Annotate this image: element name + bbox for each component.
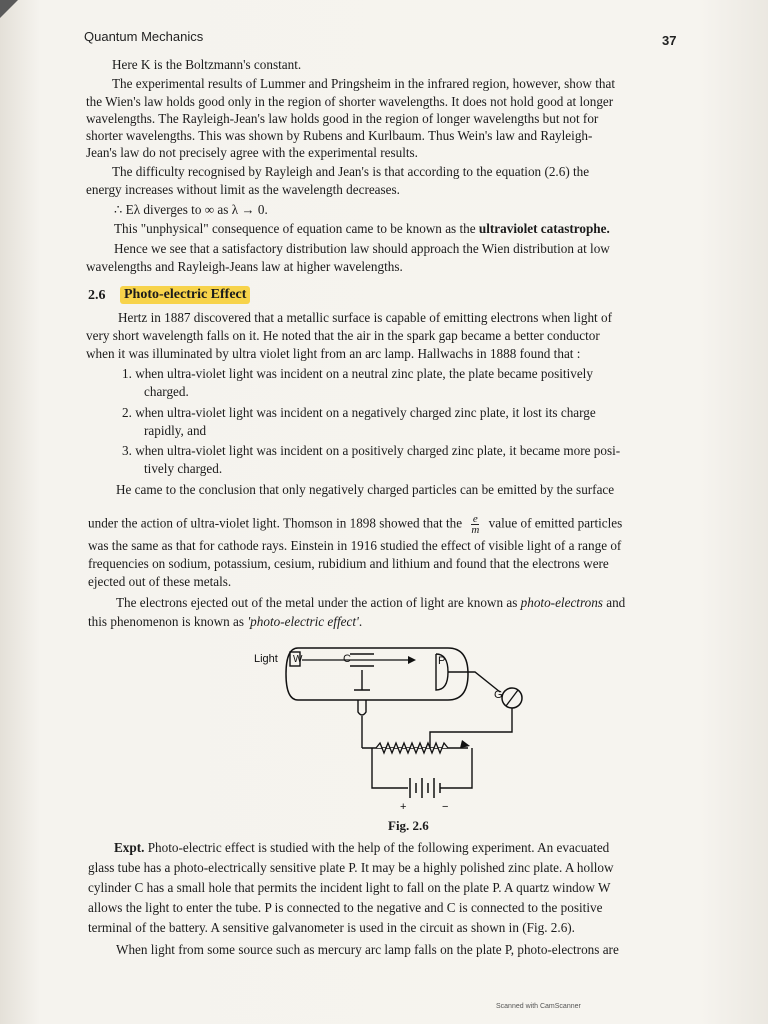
text-line: The experimental results of Lummer and Pringsheim in the infrared region, however, show that [112, 76, 616, 91]
text-line: wavelengths. The Rayleigh-Jean's law holds good in the region of longer wavelengths but not for [86, 111, 599, 126]
list-item: 2. when ultra-violet light was incident on a negatively charged zinc plate, it lost its charge [122, 405, 596, 420]
cylinder-lead [358, 700, 366, 715]
text-line: When light from some source such as mercury arc lamp falls on the plate P, photo-electrons are [116, 942, 619, 957]
text-line: this phenomenon is known as 'photo-electric effect'. [88, 614, 363, 629]
list-item-continued: tively charged. [144, 461, 223, 476]
figure-caption: Fig. 2.6 [388, 818, 429, 833]
text-line: glass tube has a photo-electrically sensitive plate P. It may be a highly polished zinc plate. A hollow [88, 860, 614, 875]
text-line: shorter wavelengths. This was shown by Rubens and Kurlbaum. Thus Wein's law and Rayleigh- [86, 128, 593, 143]
scanner-watermark: Scanned with CamScanner [496, 1003, 581, 1010]
label-light: Light [254, 653, 278, 665]
text-line: He came to the conclusion that only negatively charged particles can be emitted by the surface [116, 482, 615, 497]
text-line: allows the light to enter the tube. P is connected to the negative and C is connected to the positive [88, 900, 603, 915]
galvanometer-needle [506, 690, 518, 706]
text-line: The electrons ejected out of the metal under the action of light are known as photo-electrons and [116, 595, 626, 610]
text-line: Expt. Photo-electric effect is studied with the help of the following experiment. An evacuated [114, 840, 610, 855]
wire [430, 708, 512, 748]
page-corner [0, 0, 18, 18]
list-item-continued: charged. [144, 384, 189, 399]
list-item-continued: rapidly, and [144, 423, 207, 438]
wire [448, 672, 500, 692]
page-number: 37 [662, 33, 677, 48]
section-number: 2.6 [88, 288, 106, 303]
cylinder-stem [354, 670, 370, 690]
text-line: Here K is the Boltzmann's constant. [112, 57, 302, 72]
light-arrowhead [408, 656, 416, 664]
label-galvanometer: G [494, 689, 503, 701]
label-plus: + [400, 801, 407, 813]
running-header: Quantum Mechanics [84, 29, 204, 44]
list-item: 1. when ultra-violet light was incident on a neutral zinc plate, the plate became positively [122, 366, 593, 381]
text-line: under the action of ultra-violet light. Thomson in 1898 showed that the $\frac{e}{m}$ value of emitted particles [88, 513, 623, 536]
text-line: wavelengths and Rayleigh-Jeans law at higher wavelengths. [86, 259, 403, 274]
text-line: terminal of the battery. A sensitive galvanometer is used in the circuit as shown in (Fig. 2.6). [88, 920, 575, 935]
photoelectric-apparatus-diagram [250, 640, 540, 815]
text-line: This "unphysical" consequence of equation came to be known as the ultraviolet catastrophe. [114, 221, 610, 236]
label-minus: − [442, 801, 449, 813]
text-line: the Wien's law holds good only in the region of shorter wavelengths. It does not hold good at longer [86, 94, 614, 109]
text-line: was the same as that for cathode rays. Einstein in 1916 studied the effect of visible light of a range of [88, 538, 622, 553]
text-line: Hertz in 1887 discovered that a metallic surface is capable of emitting electrons when light of [118, 310, 612, 325]
section-title: Photo-electric Effect [120, 286, 250, 304]
text-line: frequencies on sodium, potassium, cesium, rubidium and lithium and found that the electrons were [88, 556, 609, 571]
text-line: Jean's law do not precisely agree with the experimental results. [86, 145, 418, 160]
list-item: 3. when ultra-violet light was incident on a positively charged zinc plate, it became more posi- [122, 443, 621, 458]
text-line: cylinder C has a small hole that permits the incident light to fall on the plate P. A quartz window W [88, 880, 611, 895]
text-line: ejected out of these metals. [88, 574, 232, 589]
text-line: The difficulty recognised by Rayleigh and Jean's is that according to the equation (2.6) the [112, 164, 590, 179]
text-line: when it was illuminated by ultra violet light from an arc lamp. Hallwachs in 1888 found that : [86, 346, 581, 361]
rheostat [376, 743, 448, 753]
label-cylinder: C [343, 653, 351, 665]
rheostat-slider [460, 740, 470, 748]
text-line: Hence we see that a satisfactory distribution law should approach the Wien distribution at low [114, 241, 610, 256]
bold-term: ultraviolet catastrophe. [478, 221, 610, 236]
text-line: energy increases without limit as the wavelength decreases. [86, 182, 400, 197]
equation-line: ∴ Eλ diverges to ∞ as λ → 0. [114, 202, 268, 217]
fraction-e-over-m: $\frac{e}{m}$ [471, 513, 480, 536]
battery [410, 778, 440, 798]
label-window: W [293, 654, 303, 665]
label-plate: P [438, 655, 446, 667]
text-line: very short wavelength falls on it. He noted that the air in the spark gap became a better conductor [86, 328, 600, 343]
